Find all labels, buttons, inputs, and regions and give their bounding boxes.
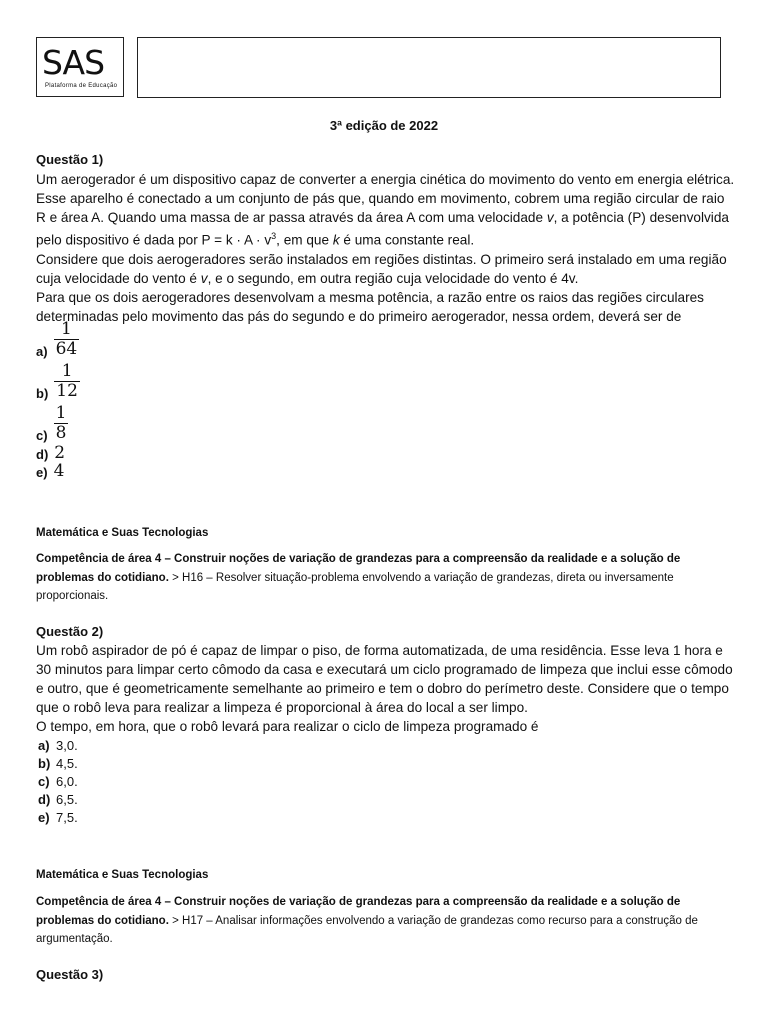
fraction: $\frac{1}{64}$ bbox=[55, 319, 78, 359]
question-1-option-b[interactable]: b) $\frac{1}{12}$ bbox=[36, 361, 78, 401]
competence-h16: Competência de área 4 – Construir noções de variação de grandezas para a compreensão da realidade e a solução de problemas do cotidiano. > H16 – Resolver situação-problema envolvendo a variação de grandezas, direta ou inversamente proporcionais. bbox=[36, 553, 681, 602]
question-1-option-d[interactable]: d) 2 bbox=[36, 443, 66, 463]
question-1-option-c[interactable]: c) $\frac{1}{8}$ bbox=[36, 403, 67, 443]
question-2-option-e[interactable]: e) 7,5. bbox=[38, 810, 78, 825]
question-2-text: Um robô aspirador de pó é capaz de limpar o piso, de forma automatizada, de uma residência. Esse leva 1 hora e 30 minutos para limpar certo cômodo da casa e executará um ciclo programado de limpeza que inclui esse cômodo e outro, que é geometricamente semelhante ao primeiro e tem o dobro do perímetro deste. Considere que o tempo que o robô leva para realizar a limpeza é proporcional à área do local a ser limpo. O tempo, em hora, que o robô levará para realizar o ciclo de limpeza programado é bbox=[36, 643, 733, 734]
area-label: Matemática e Suas Tecnologias bbox=[36, 869, 209, 881]
question-3-heading: Questão 3) bbox=[36, 967, 104, 982]
question-1-text: Um aerogerador é um dispositivo capaz de converter a energia cinética do movimento do vento em energia elétrica. Esse aparelho é conectado a um conjunto de pás que, quando em movimento, cobrem uma região circular de raio R e área A. Quando uma massa de ar passa através da área A com uma velocidade v, a potência (P) desenvolvida pelo dispositivo é dada por $P = k \cdot A \cdot v^3$, em que k é uma constante real. Considere que dois aerogeradores serão instalados em regiões distintas. O primeiro será instalado em uma região cuja velocidade do vento é v, e o segundo, em outra região cuja velocidade do vento é 4v. Para que os dois aerogeradores desenvolvam a mesma potência, a razão entre os raios das regiões circulares determinadas pelo movimento das pás do segundo e do primeiro aerogerador, nessa ordem, deverá ser de bbox=[36, 172, 735, 324]
question-2-option-a[interactable]: a) 3,0. bbox=[38, 738, 78, 753]
question-1-option-a[interactable]: a) $\frac{1}{64}$ bbox=[36, 319, 78, 359]
logo-text: SAS bbox=[42, 43, 105, 82]
question-2-option-b[interactable]: b) 4,5. bbox=[38, 756, 78, 771]
question-2-option-d[interactable]: d) 6,5. bbox=[38, 792, 78, 807]
logo-subtitle: Plataforma de Educação bbox=[45, 83, 118, 89]
fraction: $\frac{1}{12}$ bbox=[56, 361, 78, 401]
question-2-heading: Questão 2) bbox=[36, 624, 104, 639]
question-2-option-c[interactable]: c) 6,0. bbox=[38, 774, 78, 789]
fraction: $\frac{1}{8}$ bbox=[55, 403, 67, 443]
area-label: Matemática e Suas Tecnologias bbox=[36, 527, 209, 539]
header-title-box bbox=[137, 37, 721, 98]
sas-logo bbox=[36, 37, 124, 97]
question-1-heading: Questão 1) bbox=[36, 152, 104, 167]
edition-title: 3ª edição de 2022 bbox=[329, 118, 439, 133]
question-1-option-e[interactable]: e) 4 bbox=[36, 461, 65, 481]
competence-h17: Competência de área 4 – Construir noções de variação de grandezas para a compreensão da realidade e a solução de problemas do cotidiano. > H17 – Analisar informações envolvendo a variação de grandezas como recurso para a construção de argumentação. bbox=[36, 896, 698, 945]
